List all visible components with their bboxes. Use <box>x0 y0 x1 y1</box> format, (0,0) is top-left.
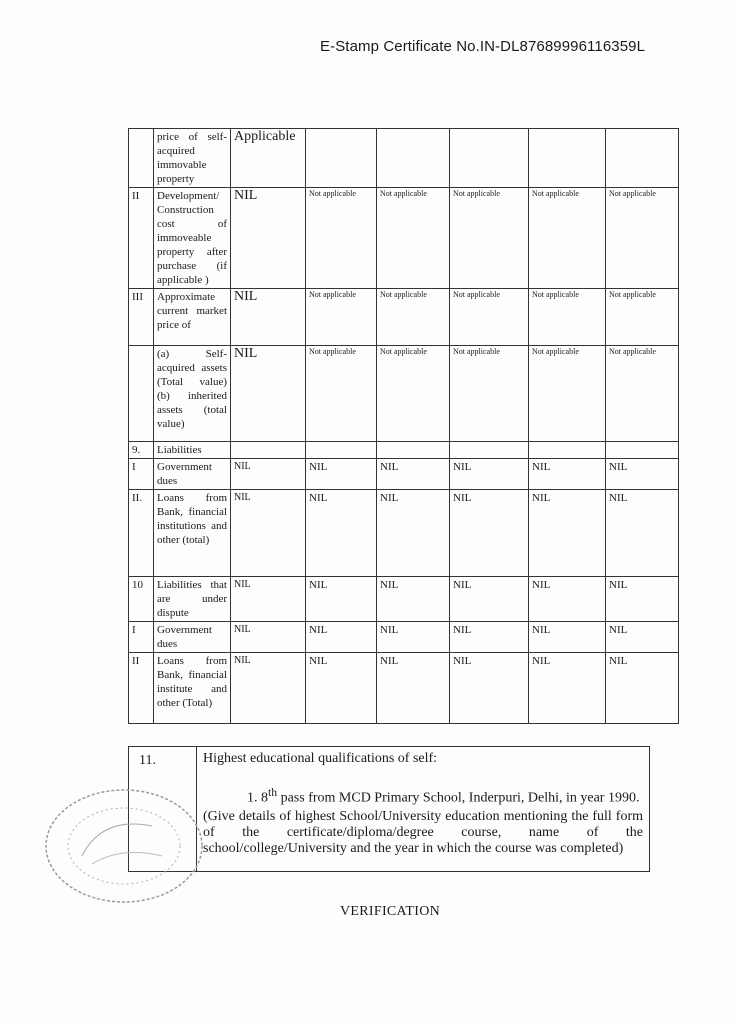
row-dependent-value <box>377 442 450 459</box>
row-dependent-value: Not applicable <box>306 188 377 289</box>
education-note: (Give details of highest School/University education mentioning the full form of the certificate/diploma/degree course, name of the school/college/University and the year in which the course was completed) <box>203 808 643 856</box>
row-dependent-value: NIL <box>377 622 450 653</box>
row-dependent-value: Not applicable <box>529 289 606 346</box>
row-dependent-value: NIL <box>529 459 606 490</box>
row-self-value: NIL <box>231 622 306 653</box>
item-number: 1. <box>247 790 258 806</box>
row-dependent-value: Not applicable <box>606 188 679 289</box>
row-dependent-value: NIL <box>529 490 606 577</box>
row-dependent-value: NIL <box>606 653 679 724</box>
table-row <box>129 459 679 490</box>
row-number: I <box>129 459 154 490</box>
row-dependent-value: NIL <box>377 490 450 577</box>
row-number: II. <box>129 490 154 577</box>
row-dependent-value: NIL <box>450 653 529 724</box>
table-row <box>129 490 679 577</box>
row-number <box>129 346 154 442</box>
table-row <box>129 346 679 442</box>
row-dependent-value: NIL <box>529 622 606 653</box>
row-dependent-value: NIL <box>450 577 529 622</box>
row-description: Loans from Bank, financial institute and other (Total) <box>154 653 231 724</box>
table-row <box>129 577 679 622</box>
row-number: III <box>129 289 154 346</box>
row-dependent-value: Not applicable <box>450 188 529 289</box>
row-dependent-value: Not applicable <box>450 346 529 442</box>
row-description: Loans from Bank, financial institutions and other (total) <box>154 490 231 577</box>
verification-heading: VERIFICATION <box>340 904 441 919</box>
oath-commissioner-seal <box>42 786 206 906</box>
row-dependent-value: NIL <box>306 653 377 724</box>
row-dependent-value: NIL <box>377 653 450 724</box>
row-dependent-value: NIL <box>377 577 450 622</box>
row-dependent-value: Not applicable <box>529 346 606 442</box>
row-dependent-value: NIL <box>529 653 606 724</box>
row-dependent-value <box>606 129 679 188</box>
table-row <box>129 188 679 289</box>
row-dependent-value <box>529 129 606 188</box>
row-self-value: NIL <box>231 577 306 622</box>
row-description: Liabilities <box>154 442 231 459</box>
row-description: Liabilities that are under dispute <box>154 577 231 622</box>
table-row <box>129 289 679 346</box>
row-number: II <box>129 188 154 289</box>
row-dependent-value <box>306 129 377 188</box>
row-dependent-value: NIL <box>606 622 679 653</box>
row-dependent-value: Not applicable <box>606 346 679 442</box>
row-dependent-value <box>606 442 679 459</box>
row-dependent-value: Not applicable <box>306 346 377 442</box>
row-self-value: NIL <box>231 459 306 490</box>
row-dependent-value: Not applicable <box>377 188 450 289</box>
row-self-value: NIL <box>231 490 306 577</box>
row-dependent-value: NIL <box>606 577 679 622</box>
table-row <box>129 622 679 653</box>
row-number: 10 <box>129 577 154 622</box>
row-dependent-value <box>450 129 529 188</box>
row-dependent-value: NIL <box>606 459 679 490</box>
row-description: price of self-acquired immovable property <box>154 129 231 188</box>
row-dependent-value: Not applicable <box>529 188 606 289</box>
row-dependent-value <box>529 442 606 459</box>
row-dependent-value <box>450 442 529 459</box>
row-self-value: NIL <box>231 289 306 346</box>
item-text: pass from MCD Primary School, Inderpuri, Delhi, in year 1990. <box>277 790 640 806</box>
row-self-value: NIL <box>231 346 306 442</box>
row-dependent-value: NIL <box>306 622 377 653</box>
row-dependent-value: Not applicable <box>377 346 450 442</box>
row-dependent-value: NIL <box>529 577 606 622</box>
item-superscript: th <box>268 786 278 799</box>
row-description: (a) Self-acquired assets (Total value) (b) inherited assets (total value) <box>154 346 231 442</box>
education-title: Highest educational qualifications of self: <box>203 751 438 766</box>
row-number: 9. <box>129 442 154 459</box>
row-dependent-value: NIL <box>450 490 529 577</box>
row-dependent-value: Not applicable <box>606 289 679 346</box>
row-dependent-value <box>306 442 377 459</box>
education-item <box>247 785 643 807</box>
education-section <box>128 746 650 872</box>
row-self-value <box>231 442 306 459</box>
section-number: 11. <box>129 747 197 871</box>
row-self-value: NIL <box>231 188 306 289</box>
row-dependent-value: NIL <box>306 459 377 490</box>
row-number: II <box>129 653 154 724</box>
row-self-value: Applicable <box>231 129 306 188</box>
row-dependent-value <box>377 129 450 188</box>
row-description: Government dues <box>154 459 231 490</box>
row-dependent-value: NIL <box>306 577 377 622</box>
table-row <box>129 442 679 459</box>
row-description: Government dues <box>154 622 231 653</box>
row-dependent-value: Not applicable <box>450 289 529 346</box>
certificate-number: E-Stamp Certificate No.IN-DL87689996116359L <box>320 38 646 55</box>
row-self-value: NIL <box>231 653 306 724</box>
assets-liabilities-table <box>128 128 679 724</box>
item-prefix: 8 <box>261 790 268 806</box>
row-dependent-value: NIL <box>606 490 679 577</box>
row-dependent-value: Not applicable <box>306 289 377 346</box>
row-number: I <box>129 622 154 653</box>
row-dependent-value: Not applicable <box>377 289 450 346</box>
education-body <box>203 751 643 871</box>
row-dependent-value: NIL <box>450 622 529 653</box>
table-row <box>129 653 679 724</box>
row-description: Approximate current market price of <box>154 289 231 346</box>
table-row <box>129 129 679 188</box>
row-dependent-value: NIL <box>306 490 377 577</box>
row-dependent-value: NIL <box>450 459 529 490</box>
row-description: Development/ Construction cost of immoveable property after purchase (if applicable ) <box>154 188 231 289</box>
row-number <box>129 129 154 188</box>
row-dependent-value: NIL <box>377 459 450 490</box>
